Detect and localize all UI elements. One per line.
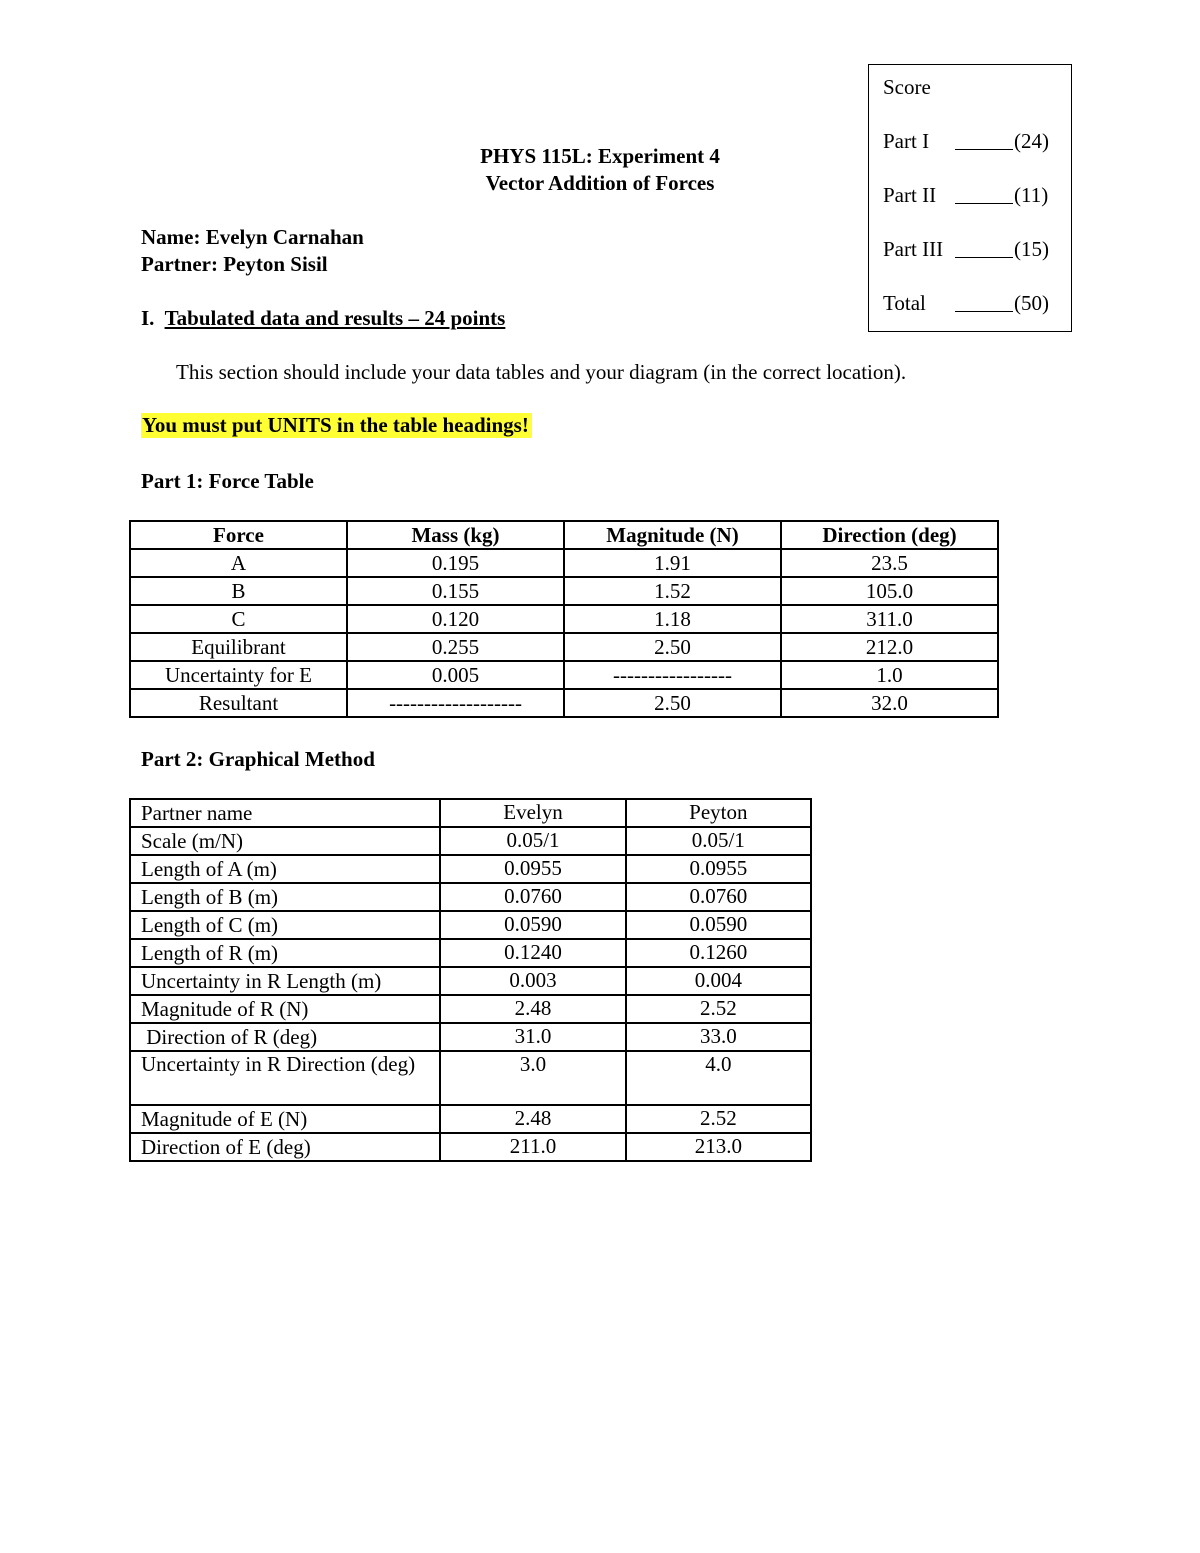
table-cell: 0.004 xyxy=(626,967,811,995)
table-row xyxy=(130,1133,811,1161)
table-cell: 1.91 xyxy=(564,549,781,577)
table-cell: 0.255 xyxy=(347,633,564,661)
units-warning: You must put UNITS in the table headings! xyxy=(141,413,532,438)
table-cell: ----------------- xyxy=(564,661,781,689)
section-number: I. xyxy=(141,306,155,330)
table-cell: 0.0955 xyxy=(626,855,811,883)
table-cell: 0.003 xyxy=(440,967,625,995)
table-row xyxy=(130,995,811,1023)
table-row xyxy=(130,1105,811,1133)
column-header: Mass (kg) xyxy=(347,521,564,549)
table-cell: 213.0 xyxy=(626,1133,811,1161)
part2-heading: Part 2: Graphical Method xyxy=(141,747,375,771)
table-cell: Evelyn xyxy=(440,799,625,827)
score-row-part-3 xyxy=(883,237,1063,263)
table-cell: Length of R (m) xyxy=(130,939,440,967)
table-cell: A xyxy=(130,549,347,577)
score-blank xyxy=(955,311,1013,312)
table-cell: 0.0590 xyxy=(626,911,811,939)
force-table xyxy=(129,520,999,718)
table-cell: 2.52 xyxy=(626,995,811,1023)
score-label: Total xyxy=(883,291,926,315)
table-cell: 32.0 xyxy=(781,689,998,717)
table-cell: Magnitude of E (N) xyxy=(130,1105,440,1133)
table-cell: Uncertainty in R Length (m) xyxy=(130,967,440,995)
table-cell: 105.0 xyxy=(781,577,998,605)
table-cell: 0.0760 xyxy=(626,883,811,911)
table-cell: Length of A (m) xyxy=(130,855,440,883)
table-cell: 2.52 xyxy=(626,1105,811,1133)
table-cell: 311.0 xyxy=(781,605,998,633)
section-title: Tabulated data and results – 24 points xyxy=(164,306,506,330)
table-row xyxy=(130,633,998,661)
table-header-row xyxy=(130,521,998,549)
score-box xyxy=(868,64,1072,332)
table-cell: 1.0 xyxy=(781,661,998,689)
table-row xyxy=(130,827,811,855)
table-cell: Uncertainty for E xyxy=(130,661,347,689)
table-cell: 0.0590 xyxy=(440,911,625,939)
table-cell: Resultant xyxy=(130,689,347,717)
score-row-part-2 xyxy=(883,183,1063,209)
table-cell: 0.120 xyxy=(347,605,564,633)
table-cell: 1.18 xyxy=(564,605,781,633)
score-blank xyxy=(955,149,1013,150)
table-cell: 0.05/1 xyxy=(626,827,811,855)
table-cell: 0.05/1 xyxy=(440,827,625,855)
score-blank xyxy=(955,257,1013,258)
score-label: Part III xyxy=(883,237,944,261)
table-cell: 2.48 xyxy=(440,1105,625,1133)
course-title: PHYS 115L: Experiment 4 xyxy=(480,144,720,168)
table-cell: 0.1240 xyxy=(440,939,625,967)
table-cell: Scale (m/N) xyxy=(130,827,440,855)
table-cell: 0.195 xyxy=(347,549,564,577)
experiment-subtitle: Vector Addition of Forces xyxy=(485,171,715,195)
table-row xyxy=(130,661,998,689)
part1-heading: Part 1: Force Table xyxy=(141,469,314,493)
score-points: (15) xyxy=(1014,237,1049,261)
table-row xyxy=(130,605,998,633)
column-header: Force xyxy=(130,521,347,549)
table-cell: 0.0760 xyxy=(440,883,625,911)
table-cell: 23.5 xyxy=(781,549,998,577)
table-cell: C xyxy=(130,605,347,633)
score-points: (50) xyxy=(1014,291,1049,315)
table-cell: ------------------- xyxy=(347,689,564,717)
column-header: Magnitude (N) xyxy=(564,521,781,549)
table-cell: 2.50 xyxy=(564,689,781,717)
score-row-part-1 xyxy=(883,129,1063,155)
table-cell: 3.0 xyxy=(440,1051,625,1105)
table-row xyxy=(130,1051,811,1105)
table-cell: 4.0 xyxy=(626,1051,811,1105)
table-cell: Equilibrant xyxy=(130,633,347,661)
table-row xyxy=(130,1023,811,1051)
score-label: Part II xyxy=(883,183,937,207)
table-row xyxy=(130,689,998,717)
table-cell: 0.0955 xyxy=(440,855,625,883)
table-cell: Partner name xyxy=(130,799,440,827)
table-cell: 212.0 xyxy=(781,633,998,661)
table-cell: Direction of R (deg) xyxy=(130,1023,440,1051)
graphical-method-table xyxy=(129,798,812,1162)
score-points: (24) xyxy=(1014,129,1049,153)
table-cell: 211.0 xyxy=(440,1133,625,1161)
table-cell: 2.48 xyxy=(440,995,625,1023)
table-row xyxy=(130,549,998,577)
column-header: Direction (deg) xyxy=(781,521,998,549)
table-cell: 0.155 xyxy=(347,577,564,605)
table-cell: Peyton xyxy=(626,799,811,827)
table-cell: Uncertainty in R Direction (deg) xyxy=(130,1051,440,1105)
table-cell: B xyxy=(130,577,347,605)
table-row xyxy=(130,855,811,883)
table-row xyxy=(130,883,811,911)
table-cell: 33.0 xyxy=(626,1023,811,1051)
score-row-total xyxy=(883,291,1063,317)
score-label: Part I xyxy=(883,129,930,153)
table-row xyxy=(130,967,811,995)
table-cell: Length of B (m) xyxy=(130,883,440,911)
score-points: (11) xyxy=(1014,183,1049,207)
table-cell: Length of C (m) xyxy=(130,911,440,939)
score-blank xyxy=(955,203,1013,204)
table-cell: 0.1260 xyxy=(626,939,811,967)
table-cell: 1.52 xyxy=(564,577,781,605)
partner-name: Partner: Peyton Sisil xyxy=(141,252,328,276)
table-cell: 0.005 xyxy=(347,661,564,689)
table-cell: 2.50 xyxy=(564,633,781,661)
table-row xyxy=(130,799,811,827)
table-cell: 31.0 xyxy=(440,1023,625,1051)
score-title: Score xyxy=(883,75,931,99)
section-heading xyxy=(141,306,505,331)
table-cell: Magnitude of R (N) xyxy=(130,995,440,1023)
table-row xyxy=(130,939,811,967)
section-instruction: This section should include your data tables and your diagram (in the correct location). xyxy=(176,360,907,384)
student-name: Name: Evelyn Carnahan xyxy=(141,225,364,249)
table-row xyxy=(130,577,998,605)
table-row xyxy=(130,911,811,939)
table-cell: Direction of E (deg) xyxy=(130,1133,440,1161)
